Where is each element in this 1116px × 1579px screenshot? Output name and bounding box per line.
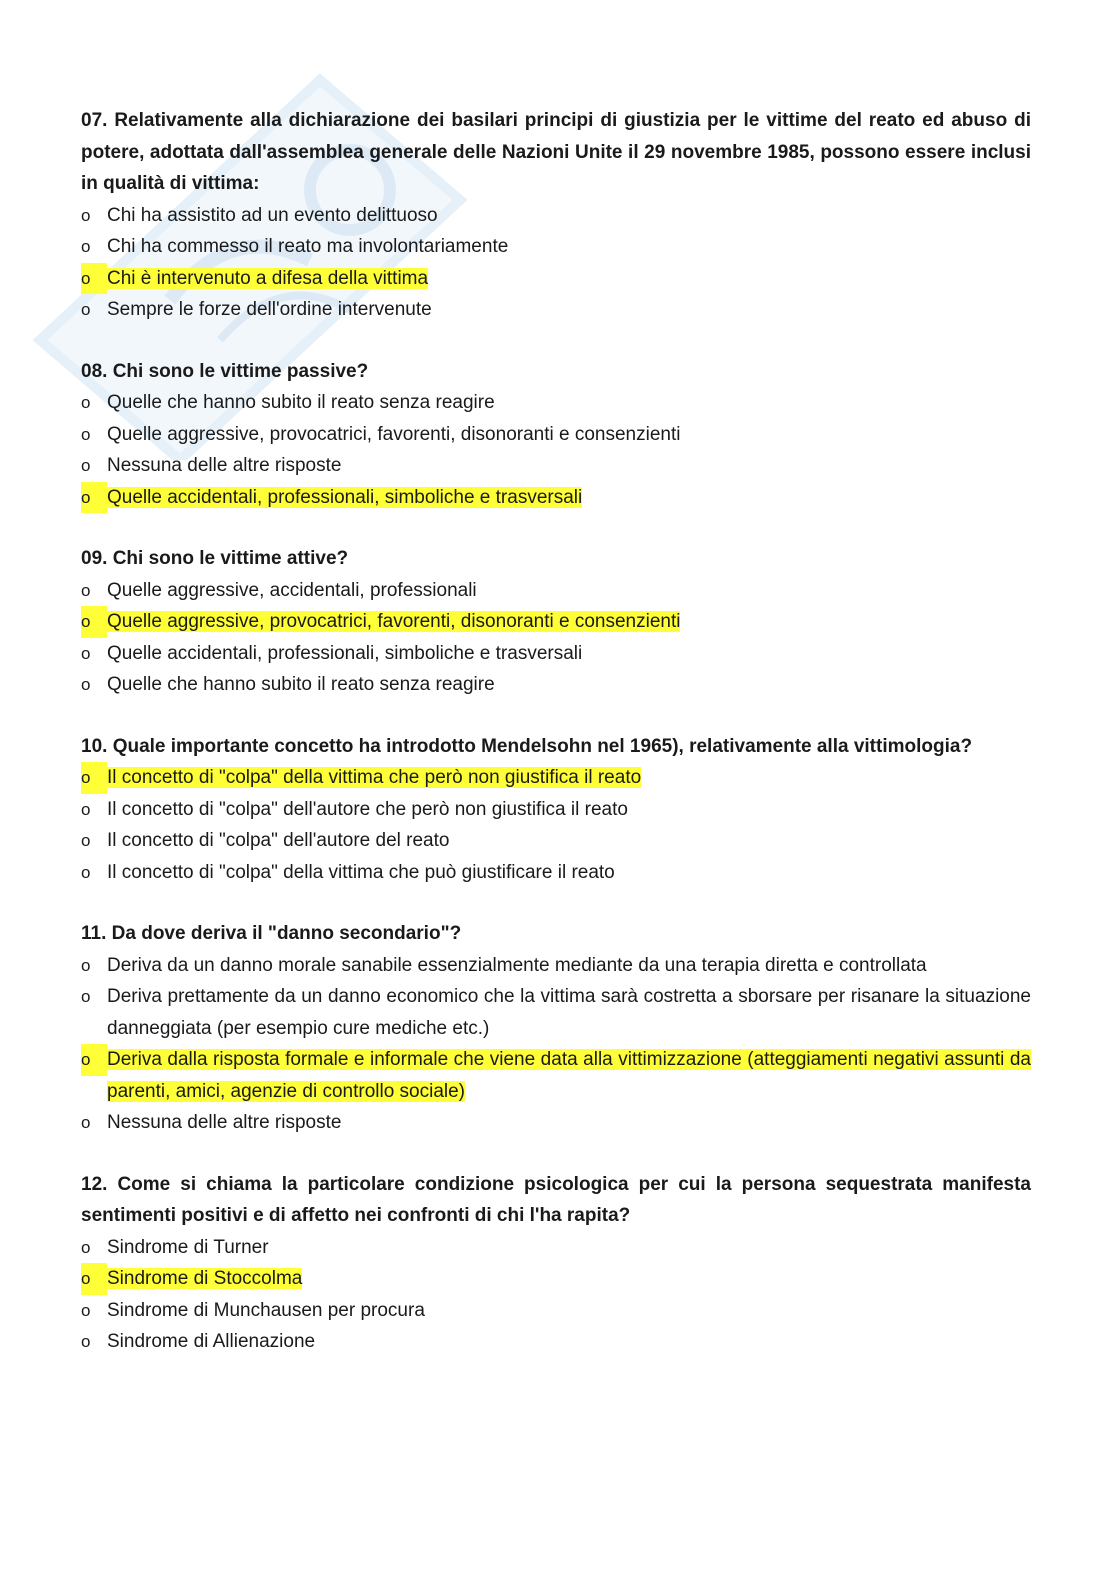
- bullet-icon: o: [81, 831, 91, 850]
- bullet-icon: o: [81, 580, 91, 600]
- option-text-highlighted: Chi è intervenuto a difesa della vittima: [107, 267, 429, 289]
- bullet-icon: o: [81, 1113, 91, 1132]
- option: [81, 575, 1031, 607]
- bullet-icon: o: [81, 862, 91, 882]
- option: [81, 794, 1031, 826]
- option: [81, 231, 1031, 263]
- option-text: Quelle accidentali, professionali, simboliche e trasversali: [107, 642, 583, 664]
- question-text: 08. Chi sono le vittime passive?: [81, 360, 369, 382]
- question-text: 07. Relativamente alla dichiarazione dei basilari principi di giustizia per le vittime del reato ed abuso di potere, adottata dall'assemblea generale delle Nazioni Unite il 29 novembre 1985, possono essere inclusi in qualità di vittima:: [81, 110, 1031, 194]
- option: [81, 825, 1031, 857]
- option: [81, 1295, 1031, 1327]
- option: [81, 1107, 1031, 1139]
- option-text: Nessuna delle altre risposte: [107, 1112, 342, 1133]
- option-text: Quelle che hanno subito il reato senza reagire: [107, 674, 495, 695]
- question-08: [81, 356, 1031, 514]
- bullet-icon: o: [81, 205, 91, 225]
- option-correct: [81, 1044, 1031, 1107]
- option: [81, 638, 1031, 670]
- option: [81, 669, 1031, 701]
- option-text: Il concetto di "colpa" dell'autore che però non giustifica il reato: [107, 798, 628, 820]
- bullet-icon: o: [81, 643, 91, 663]
- option-text-highlighted: Deriva dalla risposta formale e informale che viene data alla vittimizzazione (atteggiamenti negativi assunti da parenti, amici, agenzie di controllo sociale): [107, 1049, 1031, 1102]
- option-text: Quelle che hanno subito il reato senza reagire: [107, 392, 495, 413]
- option-text: Sempre le forze dell'ordine intervenute: [107, 299, 432, 320]
- option: [81, 1326, 1031, 1358]
- bullet-icon: o: [81, 1237, 91, 1257]
- bullet-icon: o: [81, 1332, 91, 1351]
- question-text: 09. Chi sono le vittime attive?: [81, 548, 349, 569]
- option-text: Quelle aggressive, accidentali, professionali: [107, 579, 477, 601]
- option-text-highlighted: Quelle accidentali, professionali, simboliche e trasversali: [107, 486, 583, 508]
- option-text-highlighted: Sindrome di Stoccolma: [107, 1268, 303, 1289]
- option-correct: [81, 762, 1031, 794]
- bullet-icon: o: [81, 1300, 91, 1320]
- option-text: Chi ha commesso il reato ma involontariamente: [107, 236, 509, 257]
- bullet-icon: o: [81, 237, 91, 256]
- question-12: [81, 1169, 1031, 1358]
- option-text: Sindrome di Allienazione: [107, 1331, 316, 1352]
- bullet-icon: o: [81, 606, 107, 638]
- question-text: 11. Da dove deriva il "danno secondario"?: [81, 923, 462, 944]
- bullet-icon: o: [81, 1263, 107, 1295]
- question-10: [81, 731, 1031, 889]
- option: [81, 200, 1031, 232]
- option-text: Nessuna delle altre risposte: [107, 455, 342, 476]
- bullet-icon: o: [81, 987, 91, 1006]
- option: [81, 450, 1031, 482]
- bullet-icon: o: [81, 762, 107, 794]
- option: [81, 294, 1031, 326]
- bullet-icon: o: [81, 955, 91, 975]
- document-page: [81, 105, 1031, 1388]
- option-correct: [81, 1263, 1031, 1295]
- option-text: Quelle aggressive, provocatrici, favorenti, disonoranti e consenzienti: [107, 423, 681, 445]
- question-11: [81, 918, 1031, 1139]
- option-correct: [81, 482, 1031, 514]
- option-text: Il concetto di "colpa" della vittima che può giustificare il reato: [107, 861, 615, 883]
- bullet-icon: o: [81, 424, 91, 444]
- option: [81, 981, 1031, 1044]
- option-text: Sindrome di Munchausen per procura: [107, 1299, 425, 1321]
- bullet-icon: o: [81, 263, 107, 295]
- bullet-icon: o: [81, 799, 91, 819]
- bullet-icon: o: [81, 675, 91, 694]
- option: [81, 387, 1031, 419]
- option: [81, 857, 1031, 889]
- option-text: Chi ha assistito ad un evento delittuoso: [107, 204, 438, 226]
- option-text-highlighted: Quelle aggressive, provocatrici, favorenti, disonoranti e consenzienti: [107, 611, 681, 632]
- option-text: Sindrome di Turner: [107, 1236, 269, 1258]
- bullet-icon: o: [81, 456, 91, 475]
- question-09: [81, 543, 1031, 701]
- question-07: [81, 105, 1031, 326]
- bullet-icon: o: [81, 393, 91, 412]
- option-text: Deriva da un danno morale sanabile essenzialmente mediante da una terapia diretta e controllata: [107, 954, 927, 976]
- option: [81, 419, 1031, 451]
- option-text-highlighted: Il concetto di "colpa" della vittima che però non giustifica il reato: [107, 767, 642, 788]
- option-correct: [81, 606, 1031, 638]
- option: [81, 950, 1031, 982]
- option: [81, 1232, 1031, 1264]
- option-text: Il concetto di "colpa" dell'autore del reato: [107, 830, 450, 851]
- question-text: 12. Come si chiama la particolare condizione psicologica per cui la persona sequestrata manifesta sentimenti positivi e di affetto nei confronti di chi l'ha rapita?: [81, 1173, 1031, 1226]
- bullet-icon: o: [81, 482, 107, 514]
- bullet-icon: o: [81, 1044, 107, 1076]
- option-text: Deriva prettamente da un danno economico che la vittima sarà costretta a sborsare per risanare la situazione danneggiata (per esempio cure mediche etc.): [107, 986, 1031, 1039]
- question-text: 10. Quale importante concetto ha introdotto Mendelsohn nel 1965), relativamente alla vittimologia?: [81, 735, 973, 757]
- option-correct: [81, 263, 1031, 295]
- bullet-icon: o: [81, 300, 91, 319]
